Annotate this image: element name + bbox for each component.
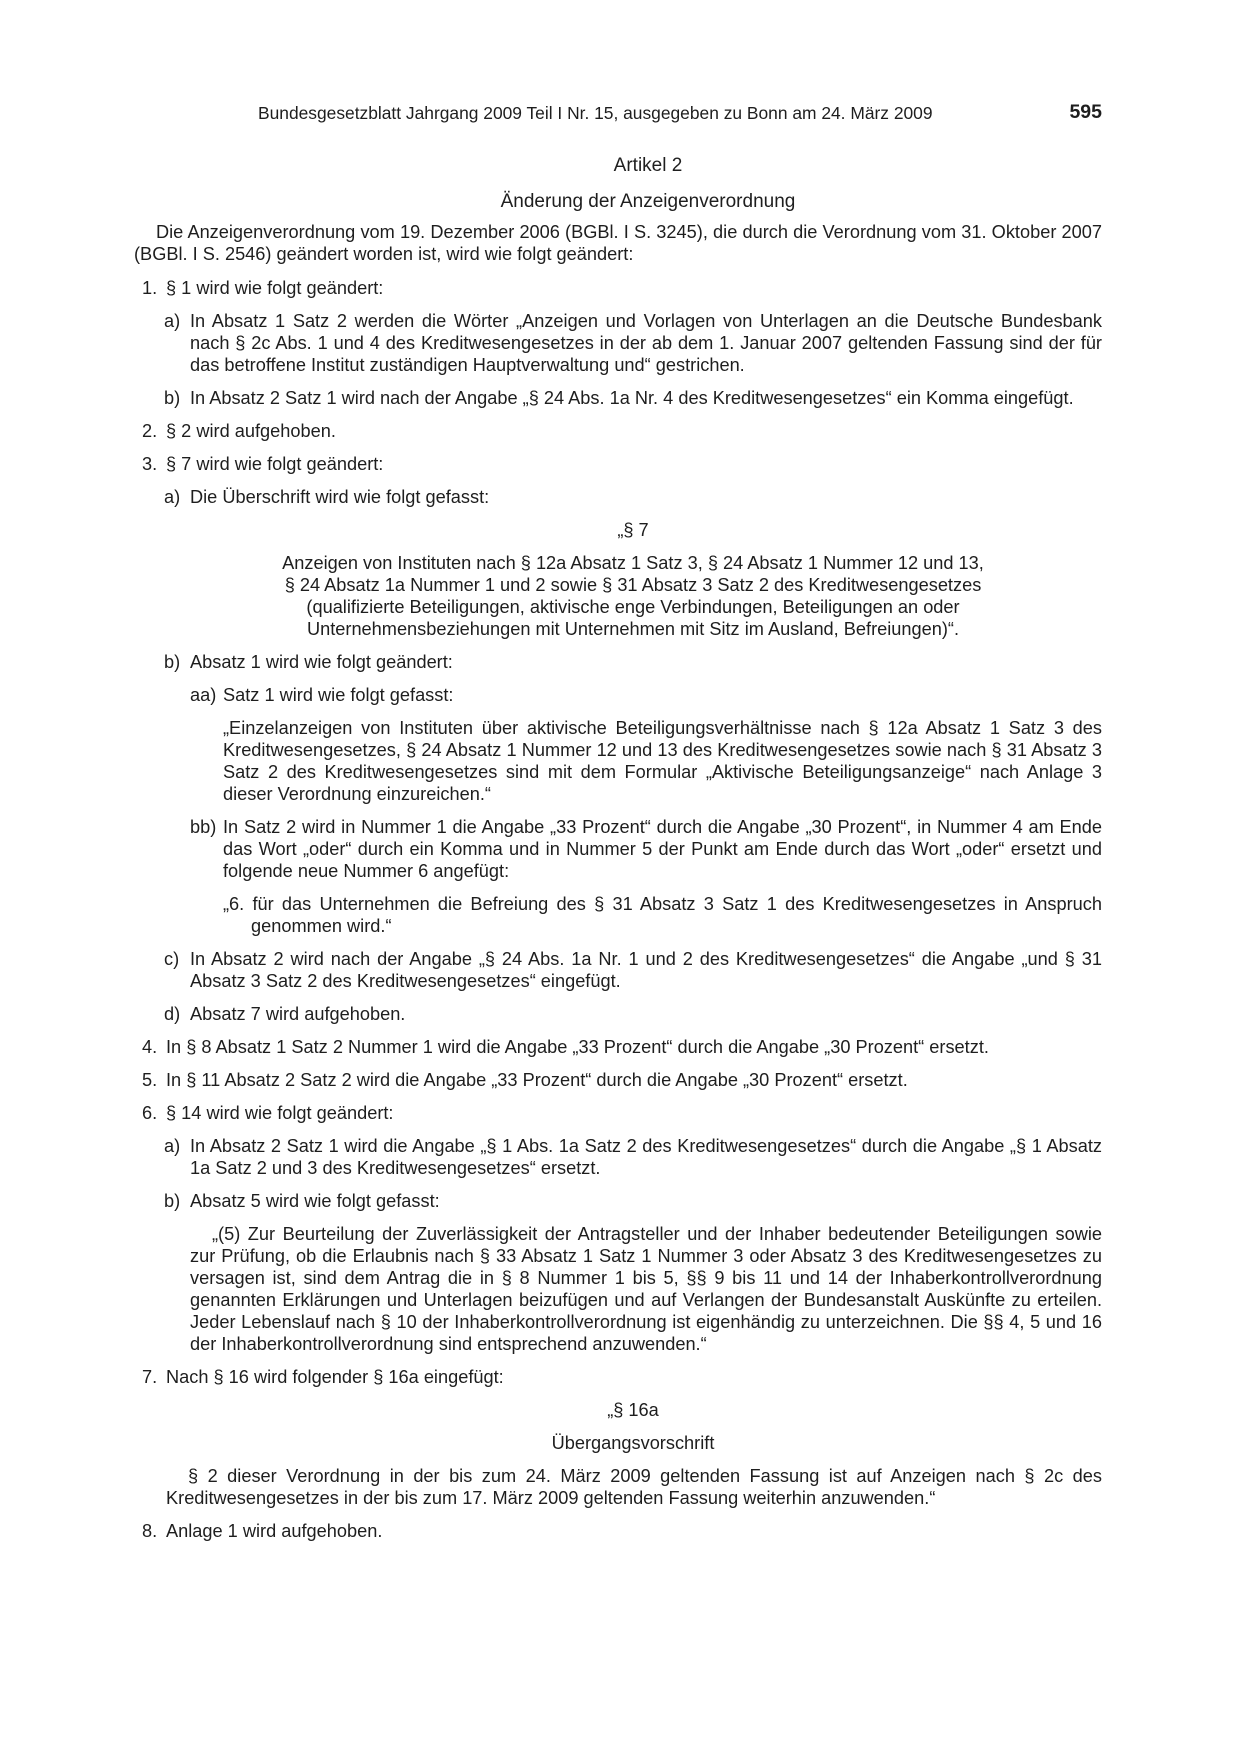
item-text: In § 11 Absatz 2 Satz 2 wird die Angabe „33 Prozent“ durch die Angabe „30 Prozent“ ersetzt. — [166, 1070, 908, 1090]
item-text: In Absatz 2 wird nach der Angabe „§ 24 Abs. 1a Nr. 1 und 2 des Kreditwesengesetzes“ die Angabe „und § 31 Absatz 3 Satz 2 des Kreditwesengesetzes“ eingefügt. — [190, 949, 1102, 991]
article-title: Artikel 2 — [613, 155, 683, 176]
quoted-sentence: „Einzelanzeigen von Instituten über aktivische Beteiligungsverhältnisse nach § 12a Absatz 1 Satz 3 des Kreditwesengesetzes, § 24 Absatz 1 Nummer 12 und 13 des Kreditwesengesetzes sowie nach § 31 Absatz 3 Satz 2 des Kreditwesengesetzes sind mit dem Formular „Aktivische Beteiligungsanzeige“ nach Anlage 3 dieser Verordnung einzureichen.“ — [223, 718, 1102, 804]
item-label: a) — [164, 1136, 181, 1156]
item-label: b) — [164, 388, 181, 408]
item-text: Die Überschrift wird wie folgt gefasst: — [190, 487, 490, 507]
item-label: 5. — [142, 1070, 158, 1090]
section-number-7: „§ 7 — [617, 520, 649, 540]
item-text: § 14 wird wie folgt geändert: — [166, 1103, 394, 1123]
article-intro: Die Anzeigenverordnung vom 19. Dezember 2006 (BGBl. I S. 3245), die durch die Verordnung vom 31. Oktober 2007 (BGBl. I S. 2546) geändert worden ist, wird wie folgt geändert: — [134, 222, 1102, 264]
item-label: 2. — [142, 421, 158, 441]
item-label: bb) — [190, 817, 217, 837]
list-item-3c — [134, 948, 1102, 992]
item-label: 4. — [142, 1037, 158, 1057]
list-item-3b-aa — [134, 684, 1102, 706]
document-body — [134, 155, 1102, 1542]
list-item-1a — [134, 310, 1102, 376]
item-text: In § 8 Absatz 1 Satz 2 Nummer 1 wird die Angabe „33 Prozent“ durch die Angabe „30 Prozent“ ersetzt. — [166, 1037, 989, 1057]
quoted-paragraph-5: „(5) Zur Beurteilung der Zuverlässigkeit der Antragsteller und der Inhaber bedeutender Beteiligungen sowie zur Prüfung, ob die Erlaubnis nach § 33 Absatz 1 Satz 1 Nummer 3 oder Absatz 3 des Kreditwesengesetzes zu versagen ist, sind dem Antrag die in § 8 Nummer 1 bis 5, §§ 9 bis 11 und 14 der Inhaberkontrollverordnung genannten Erklärungen und Unterlagen beizufügen und auf Verlangen der Bundesanstalt Auskünfte zu erteilen. Jeder Lebenslauf nach § 10 der Inhaberkontrollverordnung ist eigenhändig zu unterzeichnen. Die §§ 4, 5 und 16 der Inhaberkontrollverordnung sind entsprechend anzuwenden.“ — [190, 1224, 1102, 1354]
item-text: Anlage 1 wird aufgehoben. — [166, 1521, 383, 1541]
item-label: c) — [164, 949, 180, 969]
item-label: 1. — [142, 278, 158, 298]
list-item-3b-bb — [134, 816, 1102, 882]
quoted-number-6-text: „6. für das Unternehmen die Befreiung des § 31 Absatz 3 Satz 1 des Kreditwesengesetzes in Anspruch genommen wird.“ — [223, 894, 1102, 936]
item-label: a) — [164, 487, 181, 507]
list-item-1 — [134, 277, 1102, 299]
list-item-4 — [134, 1036, 1102, 1058]
item-label: b) — [164, 652, 181, 672]
item-label: 8. — [142, 1521, 158, 1541]
heading-line: Unternehmensbeziehungen mit Unternehmen mit Sitz im Ausland, Befreiungen)“. — [306, 619, 960, 639]
list-item-7 — [134, 1366, 1102, 1388]
item-text: Nach § 16 wird folgender § 16a eingefügt: — [166, 1367, 504, 1387]
list-item-3d — [134, 1003, 1102, 1025]
list-item-3b — [134, 651, 1102, 673]
item-label: 7. — [142, 1367, 158, 1387]
item-text: In Absatz 2 Satz 1 wird nach der Angabe „§ 24 Abs. 1a Nr. 4 des Kreditwesengesetzes“ ein Komma eingefügt. — [190, 388, 1074, 408]
list-item-6a — [134, 1135, 1102, 1179]
list-item-5 — [134, 1069, 1102, 1091]
list-item-6b — [134, 1190, 1102, 1212]
heading-line: § 24 Absatz 1a Nummer 1 und 2 sowie § 31 Absatz 3 Satz 2 des Kreditwesengesetzes — [284, 575, 982, 595]
list-item-1b — [134, 387, 1102, 409]
item-label: aa) — [190, 685, 217, 705]
item-text: Satz 1 wird wie folgt gefasst: — [223, 685, 454, 705]
list-item-2 — [134, 420, 1102, 442]
list-item-3a — [134, 486, 1102, 508]
section-16a-body: § 2 dieser Verordnung in der bis zum 24. März 2009 geltenden Fassung ist auf Anzeigen nach § 2c des Kreditwesengesetzes in der bis zum 17. März 2009 geltenden Fassung weiterhin anzuwenden.“ — [166, 1466, 1102, 1508]
section-7-heading — [134, 552, 1102, 640]
item-label: b) — [164, 1191, 181, 1211]
article-subtitle: Änderung der Anzeigenverordnung — [500, 191, 796, 212]
item-text: § 7 wird wie folgt geändert: — [166, 454, 384, 474]
item-text: Absatz 1 wird wie folgt geändert: — [190, 652, 453, 672]
item-label: a) — [164, 311, 181, 331]
heading-line: (qualifizierte Beteiligungen, aktivische enge Verbindungen, Beteiligungen an oder — [306, 597, 960, 617]
running-header: Bundesgesetzblatt Jahrgang 2009 Teil I Nr. 15, ausgegeben zu Bonn am 24. März 2009 — [258, 103, 933, 123]
quoted-number-6 — [134, 893, 1102, 937]
item-text: In Satz 2 wird in Nummer 1 die Angabe „33 Prozent“ durch die Angabe „30 Prozent“, in Nummer 4 am Ende das Wort „oder“ durch ein Komma und in Nummer 5 der Punkt am Ende durch das Wort „oder“ ersetzt und folgende neue Nummer 6 angefügt: — [223, 817, 1102, 881]
item-text: Absatz 7 wird aufgehoben. — [190, 1004, 406, 1024]
item-text: Absatz 5 wird wie folgt gefasst: — [190, 1191, 440, 1211]
item-text: § 1 wird wie folgt geändert: — [166, 278, 384, 298]
list-item-8 — [134, 1520, 1102, 1542]
heading-line: Anzeigen von Instituten nach § 12a Absatz 1 Satz 3, § 24 Absatz 1 Nummer 12 und 13, — [282, 553, 984, 573]
list-item-6 — [134, 1102, 1102, 1124]
section-16a-heading: Übergangsvorschrift — [551, 1433, 715, 1453]
page-number: 595 — [1069, 101, 1102, 123]
item-text: § 2 wird aufgehoben. — [166, 421, 336, 441]
page-header — [134, 102, 1102, 126]
item-label: d) — [164, 1004, 181, 1024]
item-label: 6. — [142, 1103, 158, 1123]
item-text: In Absatz 2 Satz 1 wird die Angabe „§ 1 Abs. 1a Satz 2 des Kreditwesengesetzes“ durch die Angabe „§ 1 Absatz 1a Satz 2 und 3 des Kreditwesengesetzes“ ersetzt. — [190, 1136, 1102, 1178]
item-text: In Absatz 1 Satz 2 werden die Wörter „Anzeigen und Vorlagen von Unterlagen an die Deutsche Bundesbank nach § 2c Abs. 1 und 4 des Kreditwesengesetzes in der ab dem 1. Januar 2007 geltenden Fassung sind der für das betroffene Institut zuständigen Hauptverwaltung und“ gestrichen. — [190, 311, 1102, 375]
section-number-16a: „§ 16a — [607, 1400, 659, 1420]
list-item-3 — [134, 453, 1102, 475]
item-label: 3. — [142, 454, 158, 474]
